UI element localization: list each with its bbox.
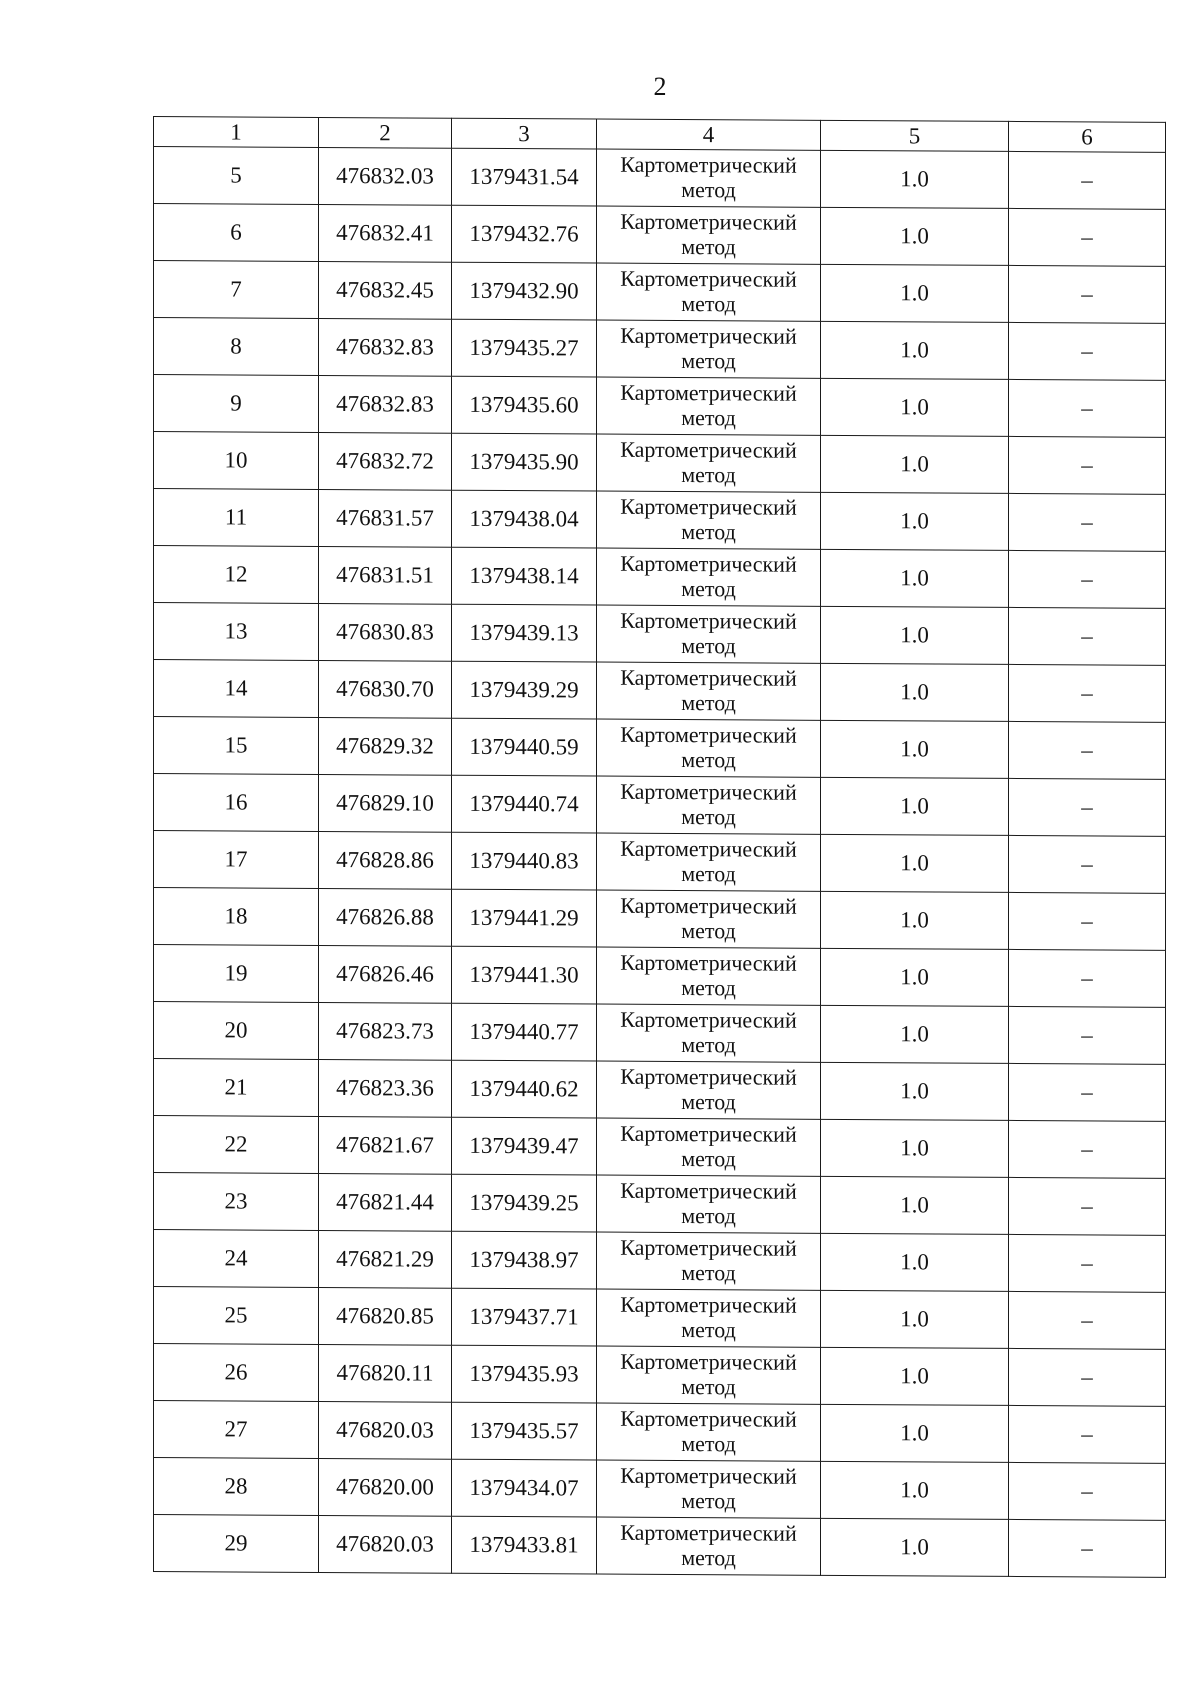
- table-row: [154, 432, 1166, 495]
- header-cell-4: 4: [597, 119, 821, 150]
- x-coordinate-cell: 476821.29: [319, 1230, 452, 1288]
- x-coordinate-cell: 476832.83: [319, 375, 452, 433]
- method-line-2: метод: [681, 234, 736, 260]
- accuracy-cell: 1.0: [821, 1290, 1009, 1348]
- method-cell: [597, 206, 821, 264]
- table-row: [154, 660, 1166, 723]
- method-cell: [597, 776, 821, 834]
- x-coordinate-cell: 476821.44: [319, 1173, 452, 1231]
- accuracy-cell: 1.0: [821, 1518, 1009, 1576]
- method-cell: [597, 947, 821, 1005]
- method-line-2: метод: [681, 1203, 736, 1229]
- point-number-cell: 8: [154, 318, 319, 376]
- point-number-cell: 10: [154, 432, 319, 490]
- method-line-2: метод: [681, 177, 736, 203]
- point-number-cell: 7: [154, 261, 319, 319]
- table-row: [154, 147, 1166, 210]
- method-line-2: метод: [681, 1146, 736, 1172]
- header-cell-1: 1: [154, 117, 319, 148]
- method-cell: [597, 1289, 821, 1347]
- y-coordinate-cell: 1379434.07: [452, 1459, 597, 1517]
- method-line-2: метод: [681, 348, 736, 374]
- x-coordinate-cell: 476828.86: [319, 831, 452, 889]
- method-cell: [597, 605, 821, 663]
- x-coordinate-cell: 476832.41: [319, 204, 452, 262]
- note-cell: –: [1009, 721, 1166, 779]
- method-cell: [597, 1175, 821, 1233]
- method-line-1: Картометрический: [620, 1292, 797, 1319]
- method-cell: [597, 548, 821, 606]
- table-row: [154, 1344, 1166, 1407]
- x-coordinate-cell: 476832.45: [319, 261, 452, 319]
- y-coordinate-cell: 1379435.60: [452, 376, 597, 434]
- method-cell: [597, 377, 821, 435]
- y-coordinate-cell: 1379435.93: [452, 1345, 597, 1403]
- method-line-2: метод: [681, 633, 736, 659]
- method-cell: [597, 1004, 821, 1062]
- method-line-2: метод: [681, 405, 736, 431]
- y-coordinate-cell: 1379438.04: [452, 490, 597, 548]
- method-line-2: метод: [681, 1260, 736, 1286]
- table-row: [154, 1515, 1166, 1578]
- method-line-1: Картометрический: [620, 1235, 797, 1262]
- table-row: [154, 717, 1166, 780]
- method-cell: [597, 890, 821, 948]
- method-line-1: Картометрический: [620, 1406, 797, 1433]
- x-coordinate-cell: 476831.57: [319, 489, 452, 547]
- method-line-1: Картометрический: [620, 494, 797, 521]
- accuracy-cell: 1.0: [821, 435, 1009, 493]
- method-line-1: Картометрический: [620, 1121, 797, 1148]
- method-line-2: метод: [681, 1374, 736, 1400]
- table-row: [154, 546, 1166, 609]
- point-number-cell: 16: [154, 774, 319, 832]
- y-coordinate-cell: 1379431.54: [452, 148, 597, 206]
- point-number-cell: 15: [154, 717, 319, 775]
- note-cell: –: [1009, 1519, 1166, 1577]
- point-number-cell: 24: [154, 1230, 319, 1288]
- method-cell: [597, 263, 821, 321]
- x-coordinate-cell: 476826.88: [319, 888, 452, 946]
- x-coordinate-cell: 476831.51: [319, 546, 452, 604]
- x-coordinate-cell: 476832.03: [319, 147, 452, 205]
- method-line-1: Картометрический: [620, 1007, 797, 1034]
- note-cell: –: [1009, 949, 1166, 1007]
- point-number-cell: 6: [154, 204, 319, 262]
- point-number-cell: 19: [154, 945, 319, 1003]
- accuracy-cell: 1.0: [821, 606, 1009, 664]
- note-cell: –: [1009, 1006, 1166, 1064]
- table-row: [154, 489, 1166, 552]
- accuracy-cell: 1.0: [821, 264, 1009, 322]
- point-number-cell: 5: [154, 147, 319, 205]
- method-line-2: метод: [681, 462, 736, 488]
- method-line-2: метод: [681, 861, 736, 887]
- accuracy-cell: 1.0: [821, 663, 1009, 721]
- point-number-cell: 11: [154, 489, 319, 547]
- y-coordinate-cell: 1379435.27: [452, 319, 597, 377]
- method-cell: [597, 434, 821, 492]
- header-cell-5: 5: [821, 120, 1009, 151]
- method-line-2: метод: [681, 918, 736, 944]
- table-row: [154, 1116, 1166, 1179]
- note-cell: –: [1009, 1063, 1166, 1121]
- header-cell-3: 3: [452, 118, 597, 149]
- table-row: [154, 204, 1166, 267]
- point-number-cell: 28: [154, 1458, 319, 1516]
- y-coordinate-cell: 1379438.14: [452, 547, 597, 605]
- accuracy-cell: 1.0: [821, 1347, 1009, 1405]
- x-coordinate-cell: 476823.73: [319, 1002, 452, 1060]
- method-line-2: метод: [681, 519, 736, 545]
- x-coordinate-cell: 476820.00: [319, 1458, 452, 1516]
- point-number-cell: 21: [154, 1059, 319, 1117]
- note-cell: –: [1009, 664, 1166, 722]
- accuracy-cell: 1.0: [821, 150, 1009, 208]
- x-coordinate-cell: 476830.83: [319, 603, 452, 661]
- method-line-1: Картометрический: [620, 779, 797, 806]
- table-row: [154, 1458, 1166, 1521]
- method-cell: [597, 833, 821, 891]
- method-line-1: Картометрический: [620, 893, 797, 920]
- coordinates-table: [153, 116, 1166, 1578]
- table-row: [154, 945, 1166, 1008]
- x-coordinate-cell: 476823.36: [319, 1059, 452, 1117]
- method-line-1: Картометрический: [620, 1349, 797, 1376]
- x-coordinate-cell: 476826.46: [319, 945, 452, 1003]
- y-coordinate-cell: 1379432.90: [452, 262, 597, 320]
- note-cell: –: [1009, 1348, 1166, 1406]
- method-line-1: Картометрический: [620, 152, 797, 179]
- table-row: [154, 1059, 1166, 1122]
- x-coordinate-cell: 476832.83: [319, 318, 452, 376]
- x-coordinate-cell: 476820.11: [319, 1344, 452, 1402]
- method-cell: [597, 320, 821, 378]
- y-coordinate-cell: 1379441.29: [452, 889, 597, 947]
- table-row: [154, 1401, 1166, 1464]
- note-cell: –: [1009, 1462, 1166, 1520]
- note-cell: –: [1009, 322, 1166, 380]
- method-line-2: метод: [681, 576, 736, 602]
- y-coordinate-cell: 1379439.47: [452, 1117, 597, 1175]
- note-cell: –: [1009, 379, 1166, 437]
- accuracy-cell: 1.0: [821, 1233, 1009, 1291]
- method-line-2: метод: [681, 747, 736, 773]
- method-line-2: метод: [681, 1431, 736, 1457]
- method-line-1: Картометрический: [620, 1520, 797, 1547]
- y-coordinate-cell: 1379433.81: [452, 1516, 597, 1574]
- point-number-cell: 20: [154, 1002, 319, 1060]
- y-coordinate-cell: 1379435.57: [452, 1402, 597, 1460]
- table-row: [154, 888, 1166, 951]
- accuracy-cell: 1.0: [821, 321, 1009, 379]
- note-cell: –: [1009, 1177, 1166, 1235]
- note-cell: –: [1009, 208, 1166, 266]
- method-line-1: Картометрический: [620, 266, 797, 293]
- method-line-1: Картометрический: [620, 380, 797, 407]
- point-number-cell: 25: [154, 1287, 319, 1345]
- table-row: [154, 831, 1166, 894]
- method-line-2: метод: [681, 1545, 736, 1571]
- note-cell: –: [1009, 1120, 1166, 1178]
- point-number-cell: 26: [154, 1344, 319, 1402]
- y-coordinate-cell: 1379440.83: [452, 832, 597, 890]
- table-row: [154, 261, 1166, 324]
- method-line-1: Картометрический: [620, 1064, 797, 1091]
- note-cell: –: [1009, 835, 1166, 893]
- accuracy-cell: 1.0: [821, 549, 1009, 607]
- accuracy-cell: 1.0: [821, 720, 1009, 778]
- y-coordinate-cell: 1379437.71: [452, 1288, 597, 1346]
- note-cell: –: [1009, 265, 1166, 323]
- x-coordinate-cell: 476820.03: [319, 1401, 452, 1459]
- y-coordinate-cell: 1379440.62: [452, 1060, 597, 1118]
- accuracy-cell: 1.0: [821, 378, 1009, 436]
- accuracy-cell: 1.0: [821, 948, 1009, 1006]
- method-line-1: Картометрический: [620, 836, 797, 863]
- table-row: [154, 1287, 1166, 1350]
- method-cell: [597, 662, 821, 720]
- table-row: [154, 318, 1166, 381]
- method-cell: [597, 491, 821, 549]
- page-number: 2: [653, 72, 667, 101]
- y-coordinate-cell: 1379439.29: [452, 661, 597, 719]
- point-number-cell: 14: [154, 660, 319, 718]
- x-coordinate-cell: 476829.10: [319, 774, 452, 832]
- method-line-1: Картометрический: [620, 722, 797, 749]
- y-coordinate-cell: 1379438.97: [452, 1231, 597, 1289]
- table-row: [154, 1173, 1166, 1236]
- method-cell: [597, 1232, 821, 1290]
- y-coordinate-cell: 1379432.76: [452, 205, 597, 263]
- point-number-cell: 9: [154, 375, 319, 433]
- x-coordinate-cell: 476830.70: [319, 660, 452, 718]
- method-line-2: метод: [681, 690, 736, 716]
- note-cell: –: [1009, 1234, 1166, 1292]
- method-line-2: метод: [681, 1488, 736, 1514]
- method-cell: [597, 149, 821, 207]
- accuracy-cell: 1.0: [821, 1176, 1009, 1234]
- method-line-1: Картометрический: [620, 551, 797, 578]
- method-cell: [597, 1346, 821, 1404]
- accuracy-cell: 1.0: [821, 492, 1009, 550]
- y-coordinate-cell: 1379439.25: [452, 1174, 597, 1232]
- point-number-cell: 23: [154, 1173, 319, 1231]
- method-line-1: Картометрический: [620, 323, 797, 350]
- y-coordinate-cell: 1379435.90: [452, 433, 597, 491]
- method-line-2: метод: [681, 975, 736, 1001]
- method-line-1: Картометрический: [620, 1178, 797, 1205]
- x-coordinate-cell: 476832.72: [319, 432, 452, 490]
- accuracy-cell: 1.0: [821, 891, 1009, 949]
- note-cell: –: [1009, 436, 1166, 494]
- method-cell: [597, 1460, 821, 1518]
- point-number-cell: 12: [154, 546, 319, 604]
- table-row: [154, 1230, 1166, 1293]
- method-line-1: Картометрический: [620, 608, 797, 635]
- table-row: [154, 1002, 1166, 1065]
- note-cell: –: [1009, 151, 1166, 209]
- note-cell: –: [1009, 892, 1166, 950]
- accuracy-cell: 1.0: [821, 777, 1009, 835]
- y-coordinate-cell: 1379440.77: [452, 1003, 597, 1061]
- table-row: [154, 375, 1166, 438]
- method-line-2: метод: [681, 1317, 736, 1343]
- header-cell-2: 2: [319, 117, 452, 148]
- note-cell: –: [1009, 493, 1166, 551]
- method-cell: [597, 1403, 821, 1461]
- method-line-1: Картометрический: [620, 950, 797, 977]
- accuracy-cell: 1.0: [821, 834, 1009, 892]
- header-cell-6: 6: [1009, 121, 1166, 152]
- x-coordinate-cell: 476820.03: [319, 1515, 452, 1573]
- y-coordinate-cell: 1379439.13: [452, 604, 597, 662]
- accuracy-cell: 1.0: [821, 1062, 1009, 1120]
- note-cell: –: [1009, 607, 1166, 665]
- point-number-cell: 22: [154, 1116, 319, 1174]
- method-cell: [597, 719, 821, 777]
- accuracy-cell: 1.0: [821, 1005, 1009, 1063]
- method-line-1: Картометрический: [620, 437, 797, 464]
- y-coordinate-cell: 1379441.30: [452, 946, 597, 1004]
- x-coordinate-cell: 476829.32: [319, 717, 452, 775]
- point-number-cell: 17: [154, 831, 319, 889]
- x-coordinate-cell: 476821.67: [319, 1116, 452, 1174]
- method-line-2: метод: [681, 1032, 736, 1058]
- method-line-2: метод: [681, 804, 736, 830]
- y-coordinate-cell: 1379440.74: [452, 775, 597, 833]
- y-coordinate-cell: 1379440.59: [452, 718, 597, 776]
- method-line-1: Картометрический: [620, 665, 797, 692]
- note-cell: –: [1009, 1405, 1166, 1463]
- method-line-2: метод: [681, 1089, 736, 1115]
- method-line-1: Картометрический: [620, 209, 797, 236]
- method-cell: [597, 1061, 821, 1119]
- accuracy-cell: 1.0: [821, 1461, 1009, 1519]
- x-coordinate-cell: 476820.85: [319, 1287, 452, 1345]
- method-line-1: Картометрический: [620, 1463, 797, 1490]
- table-row: [154, 603, 1166, 666]
- table-body: [154, 147, 1166, 1578]
- method-cell: [597, 1517, 821, 1575]
- note-cell: –: [1009, 550, 1166, 608]
- point-number-cell: 13: [154, 603, 319, 661]
- method-cell: [597, 1118, 821, 1176]
- note-cell: –: [1009, 778, 1166, 836]
- point-number-cell: 29: [154, 1515, 319, 1573]
- point-number-cell: 27: [154, 1401, 319, 1459]
- table-row: [154, 774, 1166, 837]
- accuracy-cell: 1.0: [821, 1119, 1009, 1177]
- accuracy-cell: 1.0: [821, 1404, 1009, 1462]
- note-cell: –: [1009, 1291, 1166, 1349]
- point-number-cell: 18: [154, 888, 319, 946]
- method-line-2: метод: [681, 291, 736, 317]
- accuracy-cell: 1.0: [821, 207, 1009, 265]
